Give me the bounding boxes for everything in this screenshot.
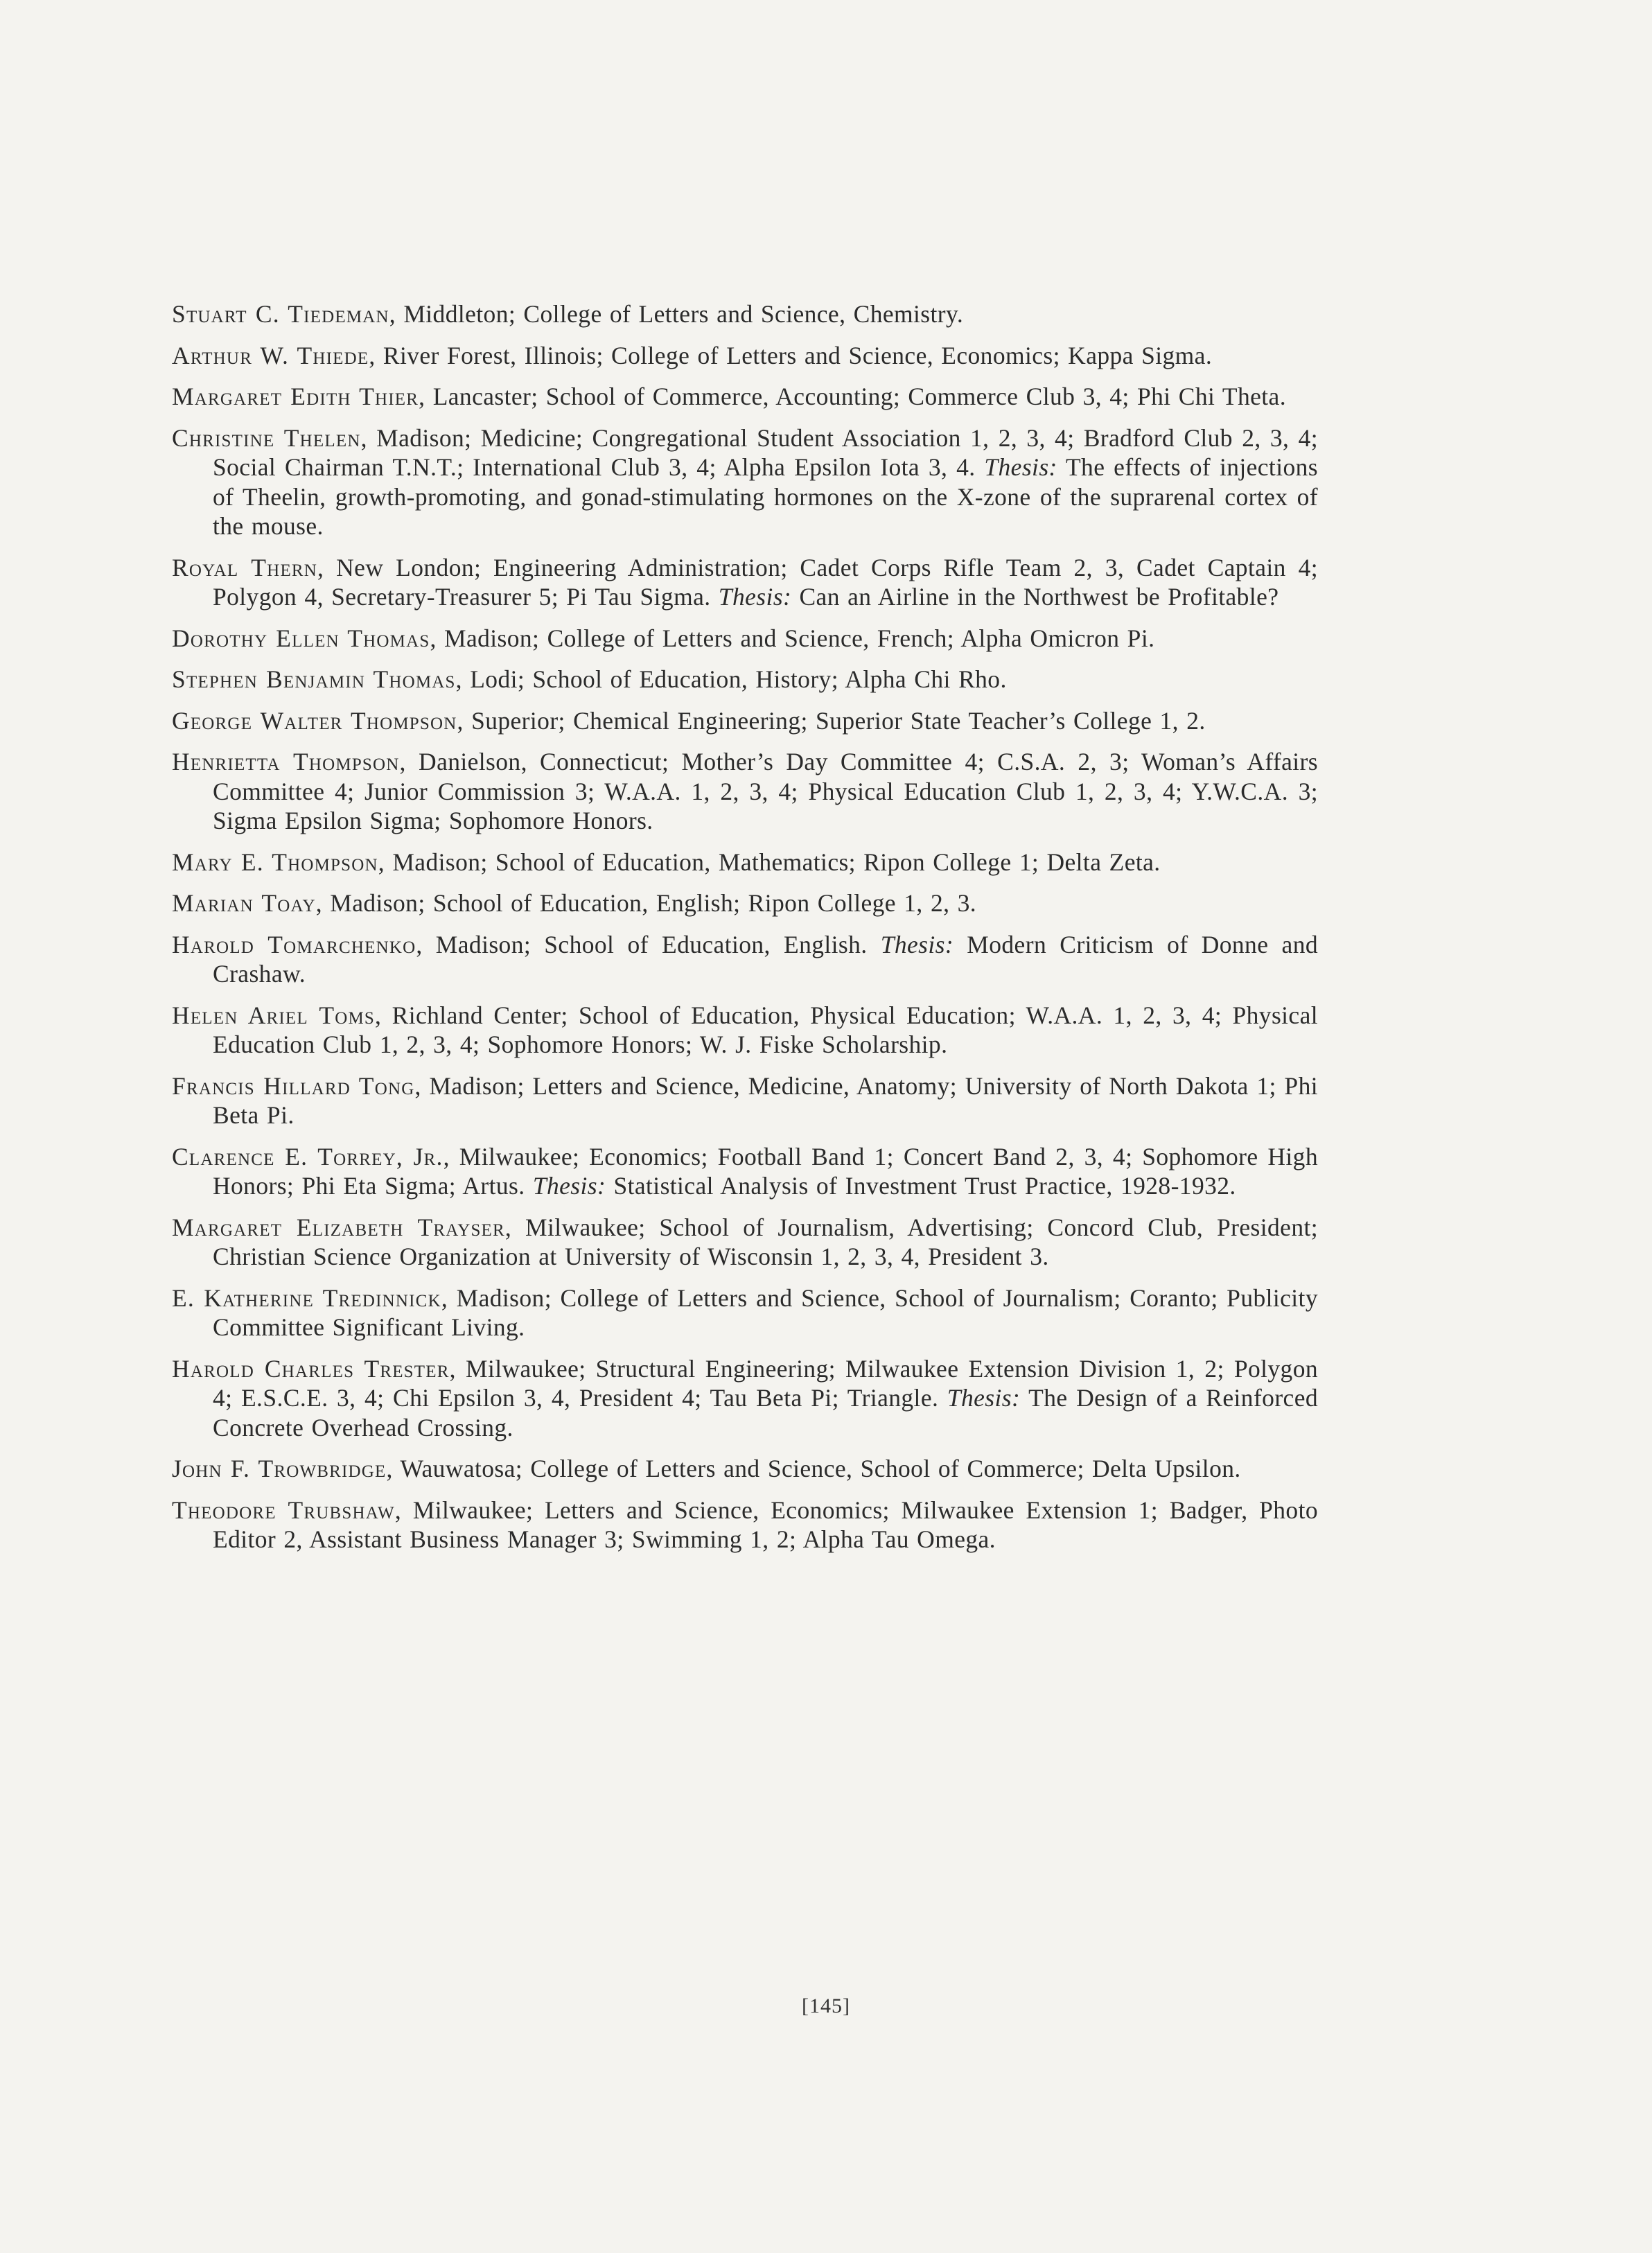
student-name: Francis Hillard Tong: [172, 1071, 415, 1100]
student-details: , Madison; School of Education, English.: [416, 930, 868, 958]
student-details: , Madison; Letters and Science, Medicine, Anatomy; University of North Dakota 1; Phi Beta Pi.: [213, 1071, 1318, 1129]
student-name: George Walter Thompson: [172, 706, 457, 735]
thesis-label: Thesis:: [984, 453, 1057, 481]
student-details: , Madison; College of Letters and Science, French; Alpha Omicron Pi.: [430, 624, 1155, 652]
thesis-title: The effects of injections of Theelin, growth-promoting, and gonad-stimulating hormones on the X-zone of the suprarenal cortex of the mouse.: [213, 453, 1318, 540]
list-item: [172, 382, 1318, 412]
list-item: [172, 1354, 1318, 1443]
list-item: [172, 888, 1318, 918]
student-name: Dorothy Ellen Thomas: [172, 624, 430, 652]
list-item: [172, 299, 1318, 329]
senior-entries-list: [172, 299, 1318, 1566]
student-name: Stuart C. Tiedeman: [172, 300, 389, 328]
thesis-label: Thesis:: [532, 1172, 606, 1200]
student-details: , Milwaukee; Economics; Football Band 1; Concert Band 2, 3, 4; Sophomore High Honors; Phi Eta Sigma; Artus.: [213, 1142, 1318, 1200]
thesis-title: Statistical Analysis of Investment Trust Practice, 1928-1932.: [613, 1172, 1236, 1200]
student-name: Royal Thern: [172, 553, 318, 581]
student-details: , Lodi; School of Education, History; Alpha Chi Rho.: [455, 665, 1007, 693]
student-name: Harold Charles Trester: [172, 1354, 450, 1383]
student-details: , Danielson, Connecticut; Mother’s Day Committee 4; C.S.A. 2, 3; Woman’s Affairs Committee 4; Junior Commission 3; W.A.A. 1, 2, 3, 4; Physical Education Club 1, 2, 3, 4; Y.W.C.A. 3; Sigma Epsilon Sigma; Sophomore Honors.: [213, 748, 1318, 834]
student-details: , Madison; School of Education, Mathematics; Ripon College 1; Delta Zeta.: [378, 848, 1161, 876]
student-details: , Lancaster; School of Commerce, Accounting; Commerce Club 3, 4; Phi Chi Theta.: [419, 383, 1286, 410]
list-item: [172, 341, 1318, 371]
list-item: [172, 1142, 1318, 1201]
list-item: [172, 848, 1318, 877]
student-details: , Middleton; College of Letters and Science, Chemistry.: [389, 300, 964, 328]
student-name: Theodore Trubshaw: [172, 1496, 395, 1524]
student-details: , New London; Engineering Administration; Cadet Corps Rifle Team 2, 3, Cadet Captain 4; Polygon 4, Secretary-Treasurer 5; Pi Tau Sigma.: [213, 553, 1318, 611]
student-name: Harold Tomarchenko: [172, 930, 416, 958]
student-name: Marian Toay: [172, 889, 316, 917]
student-name: Arthur W. Thiede: [172, 341, 369, 369]
student-name: Henrietta Thompson: [172, 748, 400, 775]
page-number: [145]: [802, 1995, 850, 2017]
student-name: Clarence E. Torrey, Jr.: [172, 1142, 443, 1171]
list-item: [172, 624, 1318, 654]
list-item: [172, 553, 1318, 612]
student-name: Christine Thelen: [172, 423, 361, 452]
student-details: , Richland Center; School of Education, Physical Education; W.A.A. 1, 2, 3, 4; Physical Education Club 1, 2, 3, 4; Sophomore Honors; W. J. Fiske Scholarship.: [213, 1001, 1318, 1058]
list-item: [172, 706, 1318, 736]
student-details: , Milwaukee; School of Journalism, Advertising; Concord Club, President; Christian Science Organization at University of Wisconsin 1, 2, 3, 4, President 3.: [213, 1213, 1318, 1270]
thesis-label: Thesis:: [947, 1384, 1021, 1412]
thesis-label: Thesis:: [718, 583, 792, 611]
student-details: , Madison; Medicine; Congregational Student Association 1, 2, 3, 4; Bradford Club 2, 3, 4; Social Chairman T.N.T.; International Club 3, 4; Alpha Epsilon Iota 3, 4.: [213, 423, 1318, 481]
student-name: Margaret Edith Thier: [172, 383, 419, 410]
student-name: E. Katherine Tredinnick: [172, 1283, 441, 1312]
student-name: Helen Ariel Toms: [172, 1001, 376, 1029]
list-item: [172, 747, 1318, 836]
list-item: [172, 1283, 1318, 1342]
list-item: [172, 1001, 1318, 1060]
student-details: , River Forest, Illinois; College of Letters and Science, Economics; Kappa Sigma.: [369, 341, 1213, 369]
list-item: [172, 1213, 1318, 1272]
student-details: , Milwaukee; Structural Engineering; Milwaukee Extension Division 1, 2; Polygon 4; E.S.C.E. 3, 4; Chi Epsilon 3, 4, President 4; Tau Beta Pi; Triangle.: [213, 1354, 1319, 1412]
thesis-title: The Design of a Reinforced Concrete Overhead Crossing.: [213, 1384, 1319, 1441]
list-item: [172, 1454, 1318, 1484]
thesis-title: Modern Criticism of Donne and Crashaw.: [213, 930, 1318, 988]
list-item: [172, 1071, 1318, 1130]
student-details: , Milwaukee; Letters and Science, Economics; Milwaukee Extension 1; Badger, Photo Editor 2, Assistant Business Manager 3; Swimming 1, 2; Alpha Tau Omega.: [213, 1496, 1318, 1553]
student-details: , Madison; School of Education, English; Ripon College 1, 2, 3.: [315, 889, 977, 917]
list-item: [172, 1496, 1318, 1554]
student-details: , Superior; Chemical Engineering; Superior State Teacher’s College 1, 2.: [457, 706, 1206, 735]
student-name: Mary E. Thompson: [172, 848, 378, 876]
student-name: John F. Trowbridge: [172, 1455, 387, 1482]
thesis-label: Thesis:: [880, 930, 954, 958]
list-item: [172, 423, 1318, 541]
student-details: , Madison; College of Letters and Science, School of Journalism; Coranto; Publicity Committee Significant Living.: [213, 1283, 1318, 1341]
student-details: , Wauwatosa; College of Letters and Science, School of Commerce; Delta Upsilon.: [386, 1455, 1241, 1482]
thesis-title: Can an Airline in the Northwest be Profitable?: [799, 583, 1279, 611]
student-name: Stephen Benjamin Thomas: [172, 665, 456, 693]
list-item: [172, 665, 1318, 694]
student-name: Margaret Elizabeth Trayser: [172, 1213, 505, 1241]
list-item: [172, 930, 1318, 989]
